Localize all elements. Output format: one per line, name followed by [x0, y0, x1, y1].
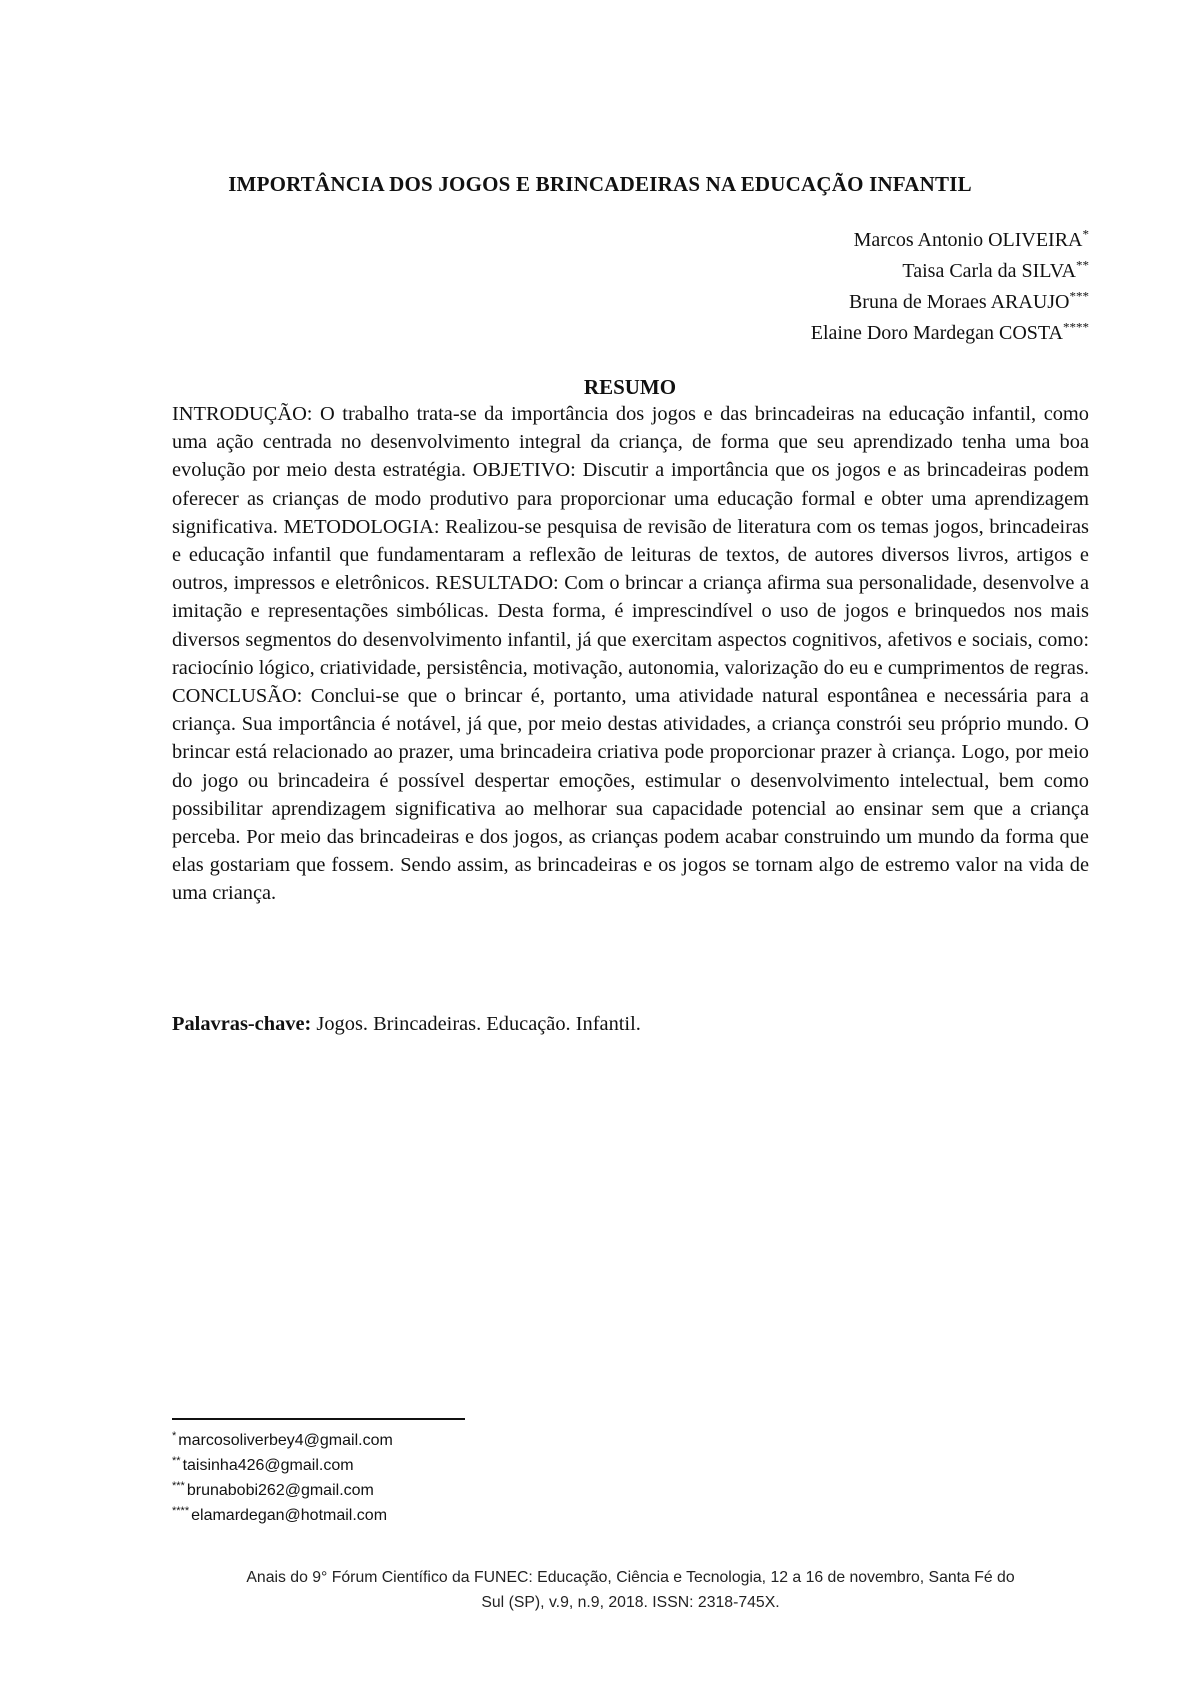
author-name: Marcos Antonio OLIVEIRA	[853, 229, 1083, 251]
author-name: Elaine Doro Mardegan COSTA	[810, 322, 1063, 344]
author-line	[811, 225, 1089, 256]
footer-line: Sul (SP), v.9, n.9, 2018. ISSN: 2318-745X.	[481, 1594, 780, 1611]
footnote-divider	[172, 1418, 465, 1420]
author-footnote-mark: *	[1082, 226, 1089, 242]
keywords-label: Palavras-chave:	[172, 1013, 312, 1035]
page-footer	[172, 1565, 1089, 1615]
author-footnote-mark: ***	[1069, 288, 1089, 304]
author-line	[811, 287, 1089, 318]
author-name: Taisa Carla da SILVA	[902, 260, 1076, 282]
footer-line: Anais do 9° Fórum Científico da FUNEC: Educação, Ciência e Tecnologia, 12 a 16 de novembro, Santa Fé do	[246, 1569, 1015, 1586]
footnote-email: brunabobi262@gmail.com	[186, 1482, 374, 1499]
paper-title: IMPORTÂNCIA DOS JOGOS E BRINCADEIRAS NA EDUCAÇÃO INFANTIL	[228, 172, 972, 196]
footnote-item	[172, 1478, 393, 1503]
footnote-mark: *	[172, 1429, 177, 1442]
keywords	[172, 1013, 1089, 1036]
author-footnote-mark: **	[1076, 257, 1089, 273]
author-name: Bruna de Moraes ARAUJO	[848, 291, 1070, 313]
footnote-item	[172, 1503, 393, 1528]
footnote-mark: ****	[172, 1504, 190, 1517]
footnote-email: marcosoliverbey4@gmail.com	[178, 1432, 393, 1449]
footnote-list	[172, 1428, 393, 1528]
keywords-text: Jogos. Brincadeiras. Educação. Infantil.	[316, 1013, 641, 1035]
author-footnote-mark: ****	[1063, 319, 1089, 335]
author-line	[811, 256, 1089, 287]
author-line	[811, 318, 1089, 349]
footnote-email: taisinha426@gmail.com	[182, 1457, 354, 1474]
footnote-mark: ***	[172, 1479, 185, 1492]
footnote-item	[172, 1428, 393, 1453]
footnote-item	[172, 1453, 393, 1478]
footnote-mark: **	[172, 1454, 181, 1467]
abstract-body: INTRODUÇÃO: O trabalho trata-se da importância dos jogos e das brincadeiras na educação infantil, como uma ação centrada no desenvolvimento integral da criança, de forma que seu aprendizado tenha uma boa evolução por meio desta estratégia. OBJETIVO: Discutir a importância que os jogos e as brincadeiras podem oferecer as crianças de modo produtivo para proporcionar uma educação formal e obter uma aprendizagem significativa. METODOLOGIA: Realizou-se pesquisa de revisão de literatura com os temas jogos, brincadeiras e educação infantil que fundamentaram a reflexão de leituras de textos, de autores diversos livros, artigos e outros, impressos e eletrônicos. RESULTADO: Com o brincar a criança afirma sua personalidade, desenvolve a imitação e representações simbólicas. Desta forma, é imprescindível o uso de jogos e brinquedos nos mais diversos segmentos do desenvolvimento infantil, já que exercitam aspectos cognitivos, afetivos e sociais, como: raciocínio lógico, criatividade, persistência, motivação, autonomia, valorização do eu e cumprimentos de regras. CONCLUSÃO: Conclui-se que o brincar é, portanto, uma atividade natural espontânea e necessária para a criança. Sua importância é notável, já que, por meio destas atividades, a criança constrói seu próprio mundo. O brincar está relacionado ao prazer, uma brincadeira criativa pode proporcionar prazer à criança. Logo, por meio do jogo ou brincadeira é possível despertar emoções, estimular o desenvolvimento intelectual, bem como possibilitar aprendizagem significativa ao melhorar sua capacidade potencial ao ensinar sem que a criança perceba. Por meio das brincadeiras e dos jogos, as crianças podem acabar construindo um mundo da forma que elas gostariam que fossem. Sendo assim, as brincadeiras e os jogos se tornam algo de estremo valor na vida de uma criança.	[172, 403, 1089, 905]
footnote-email: elamardegan@hotmail.com	[191, 1507, 388, 1524]
abstract-heading: RESUMO	[583, 375, 677, 399]
author-list	[811, 225, 1089, 349]
